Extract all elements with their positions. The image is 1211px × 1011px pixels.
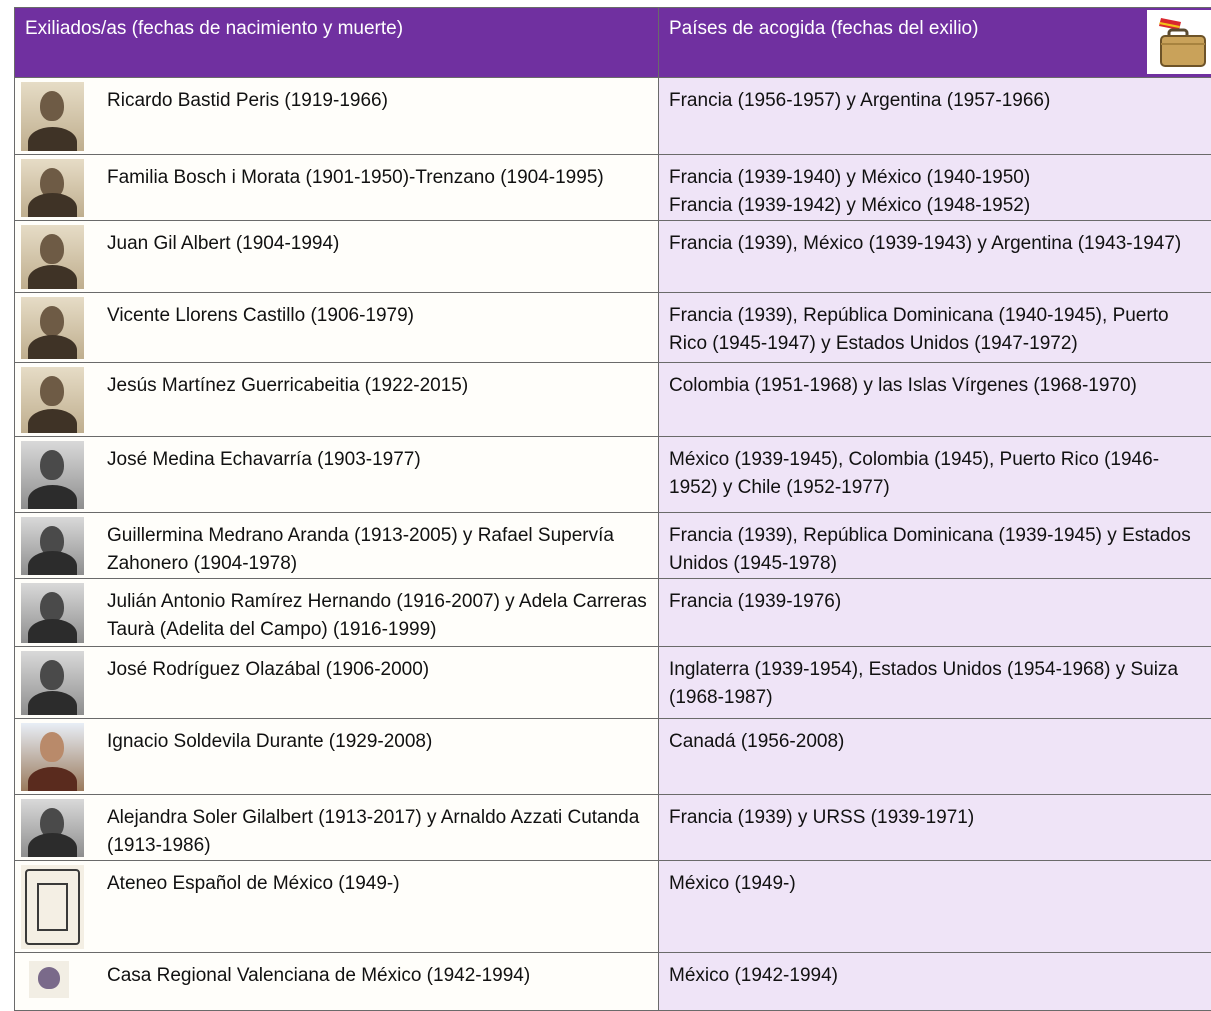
ateneo-emblem-icon <box>21 865 84 949</box>
exile-cell <box>15 513 659 579</box>
exile-cell <box>15 293 659 363</box>
table-row <box>15 795 1211 861</box>
exile-name: Ateneo Español de México (1949-) <box>15 861 658 898</box>
host-countries: Francia (1939), República Dominicana (1939-1945) y Estados Unidos (1945-1978) <box>669 522 1201 578</box>
host-countries: México (1942-1994) <box>669 962 1201 990</box>
table-row <box>15 513 1211 579</box>
exile-name: Alejandra Soler Gilalbert (1913-2017) y Arnaldo Azzati Cutanda (1913-1986) <box>15 795 658 860</box>
exile-name: José Rodríguez Olazábal (1906-2000) <box>15 647 658 684</box>
table-header-row <box>15 8 1211 78</box>
portrait-photo <box>21 159 84 217</box>
exile-cell <box>15 437 659 513</box>
exile-name: Julián Antonio Ramírez Hernando (1916-2007) y Adela Carreras Taurà (Adelita del Campo) (1916-1999) <box>15 579 658 644</box>
portrait-photo <box>21 583 84 643</box>
countries-cell <box>659 437 1211 513</box>
exile-name: Ricardo Bastid Peris (1919-1966) <box>15 78 658 115</box>
host-countries: México (1949-) <box>669 870 1201 898</box>
table-row <box>15 647 1211 719</box>
countries-cell <box>659 155 1211 221</box>
exile-cell <box>15 78 659 155</box>
host-countries: Francia (1939) y URSS (1939-1971) <box>669 804 1201 832</box>
host-countries: Canadá (1956-2008) <box>669 728 1201 756</box>
countries-cell <box>659 221 1211 293</box>
exile-name: Jesús Martínez Guerricabeitia (1922-2015) <box>15 363 658 400</box>
countries-cell <box>659 293 1211 363</box>
countries-cell <box>659 363 1211 437</box>
countries-cell <box>659 719 1211 795</box>
host-countries: Francia (1939-1976) <box>669 588 1201 616</box>
table-row <box>15 719 1211 795</box>
exile-cell <box>15 795 659 861</box>
header-countries <box>659 8 1211 78</box>
countries-cell <box>659 953 1211 1011</box>
exile-name: Juan Gil Albert (1904-1994) <box>15 221 658 258</box>
portrait-photo <box>21 367 84 433</box>
portrait-photo <box>21 651 84 715</box>
exile-cell <box>15 719 659 795</box>
exile-name: Casa Regional Valenciana de México (1942-1994) <box>15 953 658 990</box>
countries-cell <box>659 795 1211 861</box>
host-countries: Francia (1939-1940) y México (1940-1950) Francia (1939-1942) y México (1948-1952) <box>669 164 1201 220</box>
host-countries: Francia (1956-1957) y Argentina (1957-1966) <box>669 87 1201 115</box>
host-countries: Colombia (1951-1968) y las Islas Vírgenes (1968-1970) <box>669 372 1201 400</box>
table-row <box>15 953 1211 1011</box>
table-row <box>15 437 1211 513</box>
table-row <box>15 155 1211 221</box>
exile-cell <box>15 221 659 293</box>
table-row <box>15 293 1211 363</box>
portrait-photo <box>21 441 84 509</box>
exile-name: Guillermina Medrano Aranda (1913-2005) y Rafael Supervía Zahonero (1904-1978) <box>15 513 658 578</box>
host-countries: Francia (1939), República Dominicana (1940-1945), Puerto Rico (1945-1947) y Estados Unidos (1947-1972) <box>669 302 1201 358</box>
exile-cell <box>15 579 659 647</box>
portrait-photo <box>21 225 84 289</box>
table-row <box>15 861 1211 953</box>
exile-name: Familia Bosch i Morata (1901-1950)-Trenzano (1904-1995) <box>15 155 658 192</box>
countries-cell <box>659 861 1211 953</box>
host-countries: México (1939-1945), Colombia (1945), Puerto Rico (1946-1952) y Chile (1952-1977) <box>669 446 1201 502</box>
portrait-photo <box>21 517 84 575</box>
header-exiles: Exiliados/as (fechas de nacimiento y muerte) <box>15 8 659 78</box>
table-row <box>15 579 1211 647</box>
exile-cell <box>15 363 659 437</box>
countries-cell <box>659 78 1211 155</box>
portrait-photo <box>21 297 84 359</box>
exile-name: José Medina Echavarría (1903-1977) <box>15 437 658 474</box>
header-countries-label: Países de acogida (fechas del exilio) <box>669 18 978 39</box>
exile-cell <box>15 647 659 719</box>
exile-name: Ignacio Soldevila Durante (1929-2008) <box>15 719 658 756</box>
host-countries: Inglaterra (1939-1954), Estados Unidos (1954-1968) y Suiza (1968-1987) <box>669 656 1201 712</box>
exile-name: Vicente Llorens Castillo (1906-1979) <box>15 293 658 330</box>
portrait-photo <box>21 799 84 857</box>
countries-cell <box>659 579 1211 647</box>
exile-cell <box>15 155 659 221</box>
host-countries: Francia (1939), México (1939-1943) y Argentina (1943-1947) <box>669 230 1201 258</box>
valencian-emblem-icon <box>29 961 69 998</box>
table-row <box>15 78 1211 155</box>
table-row <box>15 221 1211 293</box>
exile-cell <box>15 861 659 953</box>
exiles-table <box>14 7 1211 1011</box>
countries-cell <box>659 647 1211 719</box>
exile-cell <box>15 953 659 1011</box>
portrait-photo <box>21 82 84 151</box>
portrait-photo <box>21 723 84 791</box>
table-row <box>15 363 1211 437</box>
countries-cell <box>659 513 1211 579</box>
suitcase-icon <box>1147 10 1211 74</box>
